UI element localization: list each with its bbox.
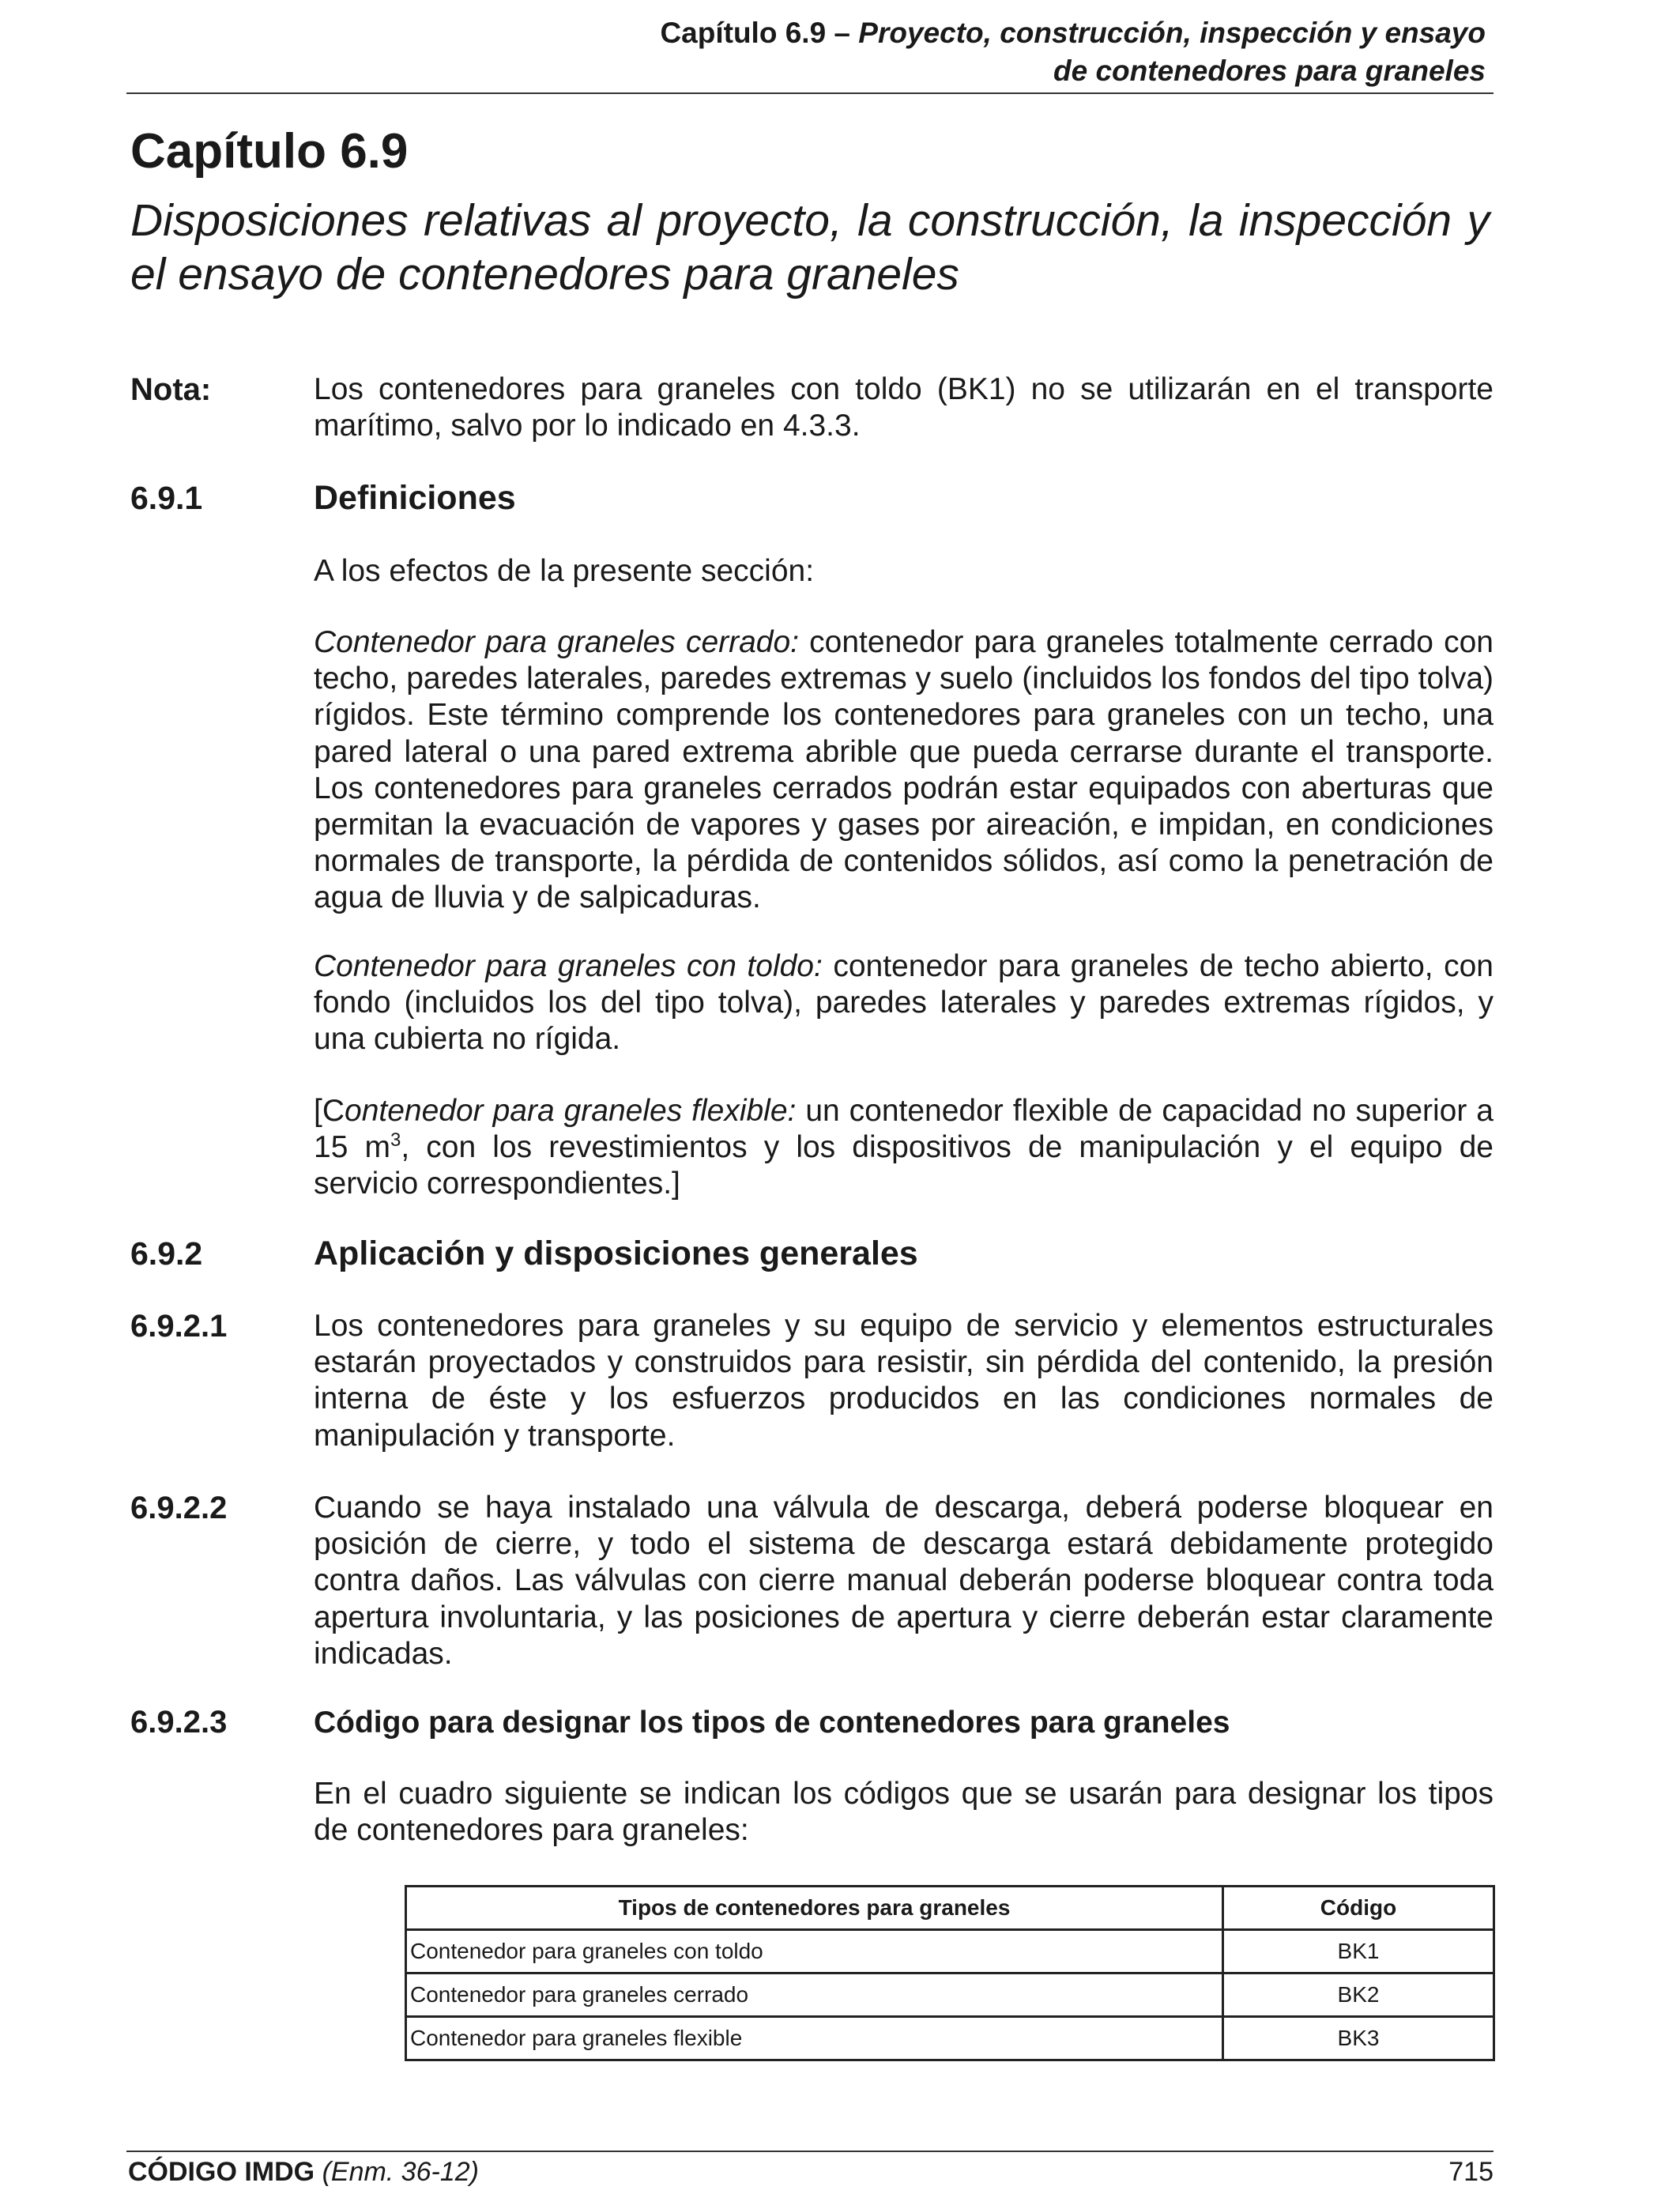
definition-closed-term: Contenedor para graneles cerrado: [314, 625, 800, 659]
header-rule [126, 92, 1494, 94]
running-header-title-line1: Proyecto, construcción, inspección y ensayo [858, 17, 1486, 49]
footer-code-name: CÓDIGO IMDG [128, 2157, 315, 2187]
definition-sheeted-term: Contenedor para graneles con toldo: [314, 949, 823, 983]
definition-flexible-text-a: un contenedor flexible de capacidad no superior a 15 m [314, 1094, 1494, 1165]
table-row [406, 1973, 1494, 2017]
page-number: 715 [1448, 2157, 1494, 2187]
table-header-type: Tipos de contenedores para graneles [406, 1887, 1223, 1930]
paragraph-6923-title: Código para designar los tipos de contenedores para graneles [314, 1706, 1230, 1740]
section-number-692: 6.9.2 [130, 1235, 203, 1272]
paragraph-6921-text: Los contenedores para graneles y su equipo de servicio y elementos estructurales estarán proyectados y construidos para resistir, sin pérdida del contenido, la presión interna de éste y los esfuerzos producidos en las condiciones normales de manipulación y transporte. [314, 1309, 1494, 1453]
running-header-title-line2: de contenedores para graneles [1053, 55, 1486, 87]
definition-flexible-superscript: 3 [390, 1129, 401, 1152]
table-cell-type: Contenedor para graneles con toldo [406, 1930, 1223, 1973]
section-title-application: Aplicación y disposiciones generales [314, 1235, 918, 1272]
running-header [126, 14, 1486, 90]
definition-flexible-text-b: , con los revestimientos y los dispositivos de manipulación y el equipo de servicio correspondientes.] [314, 1130, 1494, 1201]
table-header-code: Código [1223, 1887, 1494, 1930]
section-number-691: 6.9.1 [130, 480, 203, 516]
table-cell-type: Contenedor para graneles flexible [406, 2017, 1223, 2060]
footer-amendment: (Enm. 36-12) [322, 2157, 479, 2187]
definition-flexible-bracket: [C [314, 1094, 345, 1128]
table-row [406, 1930, 1494, 1973]
definition-sheeted-text: contenedor para graneles de techo abierto, con fondo (incluidos los del tipo tolva), paredes laterales y paredes extremas rígidos, y una cubierta no rígida. [314, 949, 1494, 1057]
running-header-chapter: Capítulo 6.9 – [660, 17, 859, 49]
chapter-number: Capítulo 6.9 [130, 124, 409, 179]
definition-flexible-term: ontenedor para graneles flexible: [345, 1094, 797, 1128]
table-row [406, 2017, 1494, 2060]
definitions-intro: A los efectos de la presente sección: [314, 554, 815, 588]
table-cell-code: BK3 [1223, 2017, 1494, 2060]
definition-sheeted [314, 948, 1494, 1058]
paragraph-number-6922: 6.9.2.2 [130, 1491, 228, 1525]
footer-rule [126, 2151, 1494, 2152]
paragraph-6923-text: En el cuadro siguiente se indican los códigos que se usarán para designar los tipos de contenedores para graneles: [314, 1777, 1494, 1848]
container-codes-table [405, 1885, 1495, 2061]
paragraph-number-6921: 6.9.2.1 [130, 1309, 228, 1344]
paragraph-6922-text: Cuando se haya instalado una válvula de descarga, deberá poderse bloquear en posición de cierre, y todo el sistema de descarga estará debidamente protegido contra daños. Las válvulas con cierre manual deberán poderse bloquear contra toda apertura involuntaria, y las posiciones de apertura y cierre deberán estar claramente indicadas. [314, 1491, 1494, 1671]
note-label: Nota: [130, 372, 212, 407]
section-title-definitions: Definiciones [314, 479, 516, 517]
table-header-row [406, 1887, 1494, 1930]
chapter-title: Disposiciones relativas al proyecto, la construcción, la inspección y el ensayo de contenedores para graneles [130, 195, 1490, 300]
definition-closed-text: contenedor para graneles totalmente cerrado con techo, paredes laterales, paredes extremas y suelo (incluidos los fondos del tipo tolva) rígidos. Este término comprende los contenedores para graneles con un techo, una pared lateral o una pared extrema abrible que pueda cerrarse durante el transporte. Los contenedores para graneles cerrados podrán estar equipados con aberturas que permitan la evacuación de vapores y gases por aireación, e impidan, en condiciones normales de transporte, la pérdida de contenidos sólidos, así como la penetración de agua de lluvia y de salpicaduras. [314, 625, 1494, 915]
definition-closed [314, 624, 1494, 917]
footer-code [128, 2155, 479, 2188]
table-cell-code: BK2 [1223, 1973, 1494, 2017]
table-cell-type: Contenedor para graneles cerrado [406, 1973, 1223, 2017]
table-cell-code: BK1 [1223, 1930, 1494, 1973]
definition-flexible [314, 1093, 1494, 1203]
paragraph-number-6923: 6.9.2.3 [130, 1705, 228, 1740]
note-text: Los contenedores para graneles con toldo (BK1) no se utilizarán en el transporte marítimo, salvo por lo indicado en 4.3.3. [314, 372, 1494, 443]
